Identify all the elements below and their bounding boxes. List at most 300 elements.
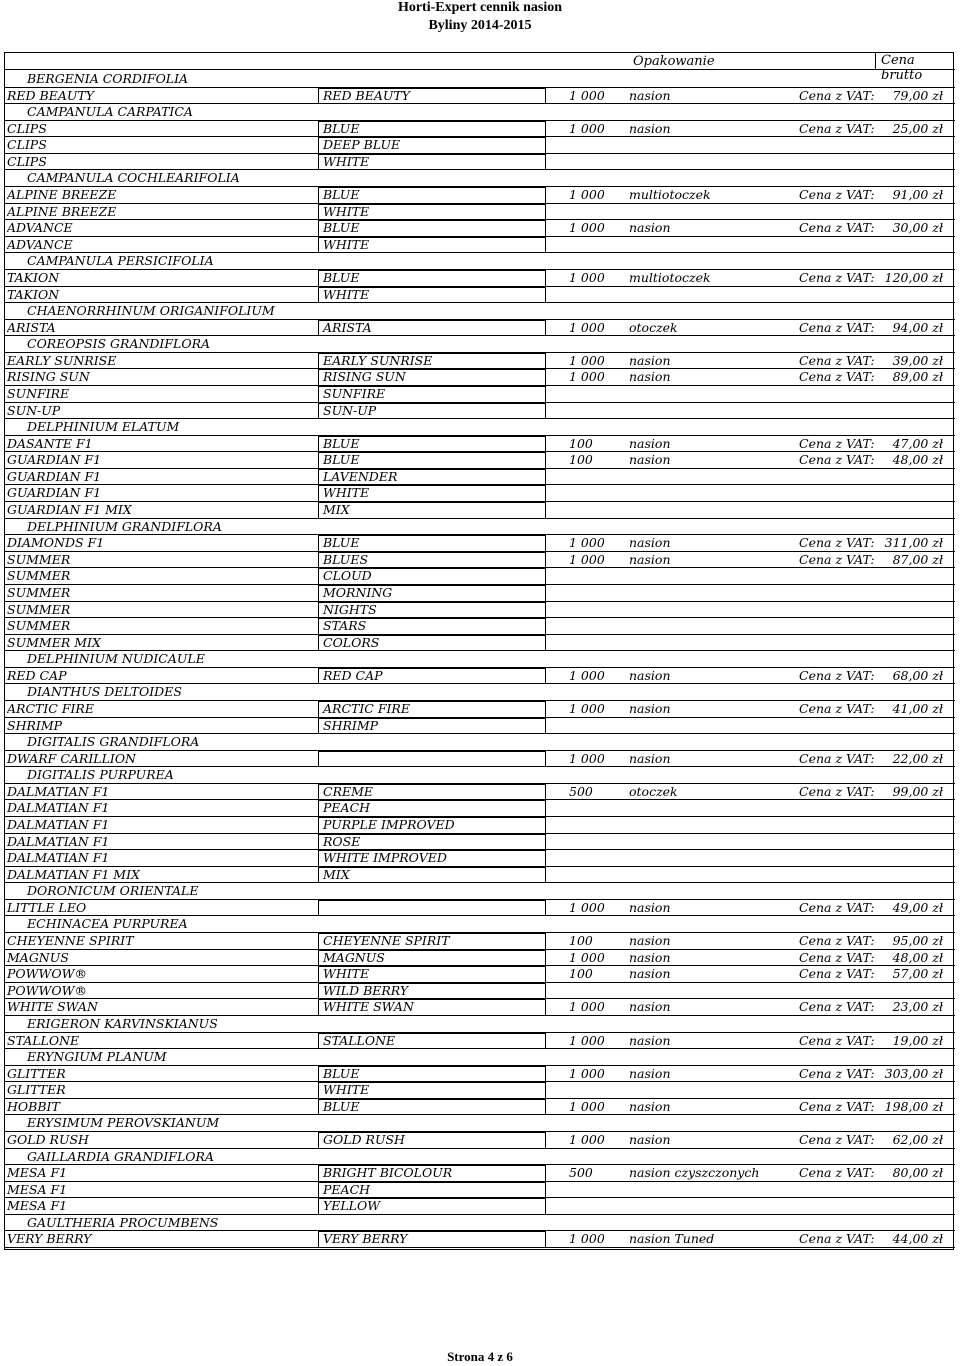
package-quantity: 1 000: [569, 187, 605, 203]
variety-name: RISING SUN: [323, 369, 406, 385]
section-row: [5, 1049, 955, 1066]
variety-name: WHITE: [323, 286, 370, 302]
table-row: [5, 369, 955, 386]
price-value: 19,00 zł: [892, 1032, 943, 1048]
package-quantity: 1 000: [569, 999, 605, 1015]
cultivar-name: ARCTIC FIRE: [7, 700, 94, 716]
price-value: 303,00 zł: [884, 1065, 943, 1081]
cultivar-name: SUMMER: [7, 618, 71, 634]
cultivar-name: DALMATIAN F1: [7, 783, 110, 799]
package-quantity: 100: [569, 966, 593, 982]
variety-name: COLORS: [323, 634, 380, 650]
package-quantity: 1 000: [569, 750, 605, 766]
package-unit: nasion: [629, 551, 671, 567]
table-row: [5, 220, 955, 237]
price-value: 48,00 zł: [892, 949, 943, 965]
species-name: DELPHINIUM NUDICAULE: [27, 651, 205, 667]
species-name: DELPHINIUM ELATUM: [27, 419, 180, 435]
cultivar-name: DIAMONDS F1: [7, 535, 105, 551]
table-header-bar: [5, 53, 955, 70]
package-quantity: 1 000: [569, 1065, 605, 1081]
section-row: [5, 684, 955, 701]
package-quantity: 1 000: [569, 667, 605, 683]
price-value: 68,00 zł: [892, 667, 943, 683]
price-value: 80,00 zł: [892, 1165, 943, 1181]
variety-name: LAVENDER: [323, 468, 398, 484]
variety-name: BLUES: [323, 551, 369, 567]
price-value: 41,00 zł: [892, 700, 943, 716]
section-row: [5, 336, 955, 353]
package-unit: nasion: [629, 899, 671, 915]
variety-cell-border: [318, 900, 546, 916]
package-quantity: 1 000: [569, 1231, 605, 1247]
vat-label: Cena z VAT:: [799, 966, 875, 982]
price-value: 57,00 zł: [892, 966, 943, 982]
package-unit: nasion: [629, 1098, 671, 1114]
section-row: [5, 419, 955, 436]
package-quantity: 1 000: [569, 1032, 605, 1048]
cultivar-name: MESA F1: [7, 1198, 68, 1214]
cultivar-name: GOLD RUSH: [7, 1132, 89, 1147]
package-quantity: 1 000: [569, 535, 605, 551]
cultivar-name: HOBBIT: [7, 1098, 60, 1114]
table-row: [5, 552, 955, 569]
variety-name: BLUE: [323, 435, 360, 451]
package-unit: nasion: [629, 87, 671, 103]
table-row: [5, 436, 955, 453]
species-name: DIGITALIS PURPUREA: [27, 767, 174, 783]
package-quantity: 500: [569, 1165, 593, 1181]
package-unit: nasion: [629, 933, 671, 949]
table-row: [5, 585, 955, 602]
price-value: 62,00 zł: [892, 1132, 943, 1147]
table-row: [5, 121, 955, 138]
package-quantity: 1 000: [569, 551, 605, 567]
cultivar-name: POWWOW®: [7, 982, 87, 998]
variety-name: ARCTIC FIRE: [323, 700, 410, 716]
vat-label: Cena z VAT:: [799, 783, 875, 799]
price-value: 39,00 zł: [892, 352, 943, 368]
price-value: 91,00 zł: [892, 187, 943, 203]
variety-name: ROSE: [323, 833, 361, 849]
cultivar-name: VERY BERRY: [7, 1231, 92, 1247]
price-value: 48,00 zł: [892, 452, 943, 468]
table-row: [5, 270, 955, 287]
row-divider: [5, 1247, 955, 1248]
package-quantity: 100: [569, 452, 593, 468]
cultivar-name: ALPINE BREEZE: [7, 187, 117, 203]
table-row: [5, 950, 955, 967]
table-row: [5, 353, 955, 370]
cultivar-name: DALMATIAN F1 MIX: [7, 866, 140, 882]
table-row: [5, 1099, 955, 1116]
price-value: 49,00 zł: [892, 899, 943, 915]
table-row: [5, 502, 955, 519]
variety-name: STARS: [323, 618, 367, 634]
cultivar-name: ALPINE BREEZE: [7, 203, 117, 219]
vat-label: Cena z VAT:: [799, 319, 875, 335]
price-value: 44,00 zł: [892, 1231, 943, 1247]
variety-name: PURPLE IMPROVED: [323, 817, 455, 833]
section-row: [5, 1016, 955, 1033]
variety-name: MAGNUS: [323, 949, 385, 965]
table-row: [5, 983, 955, 1000]
table-row: [5, 386, 955, 403]
package-quantity: 1 000: [569, 319, 605, 335]
package-unit: multiotoczek: [629, 269, 711, 285]
table-row: [5, 602, 955, 619]
cultivar-name: MESA F1: [7, 1181, 68, 1197]
price-value: 198,00 zł: [884, 1098, 943, 1114]
species-name: CAMPANULA PERSICIFOLIA: [27, 253, 214, 269]
price-value: 30,00 zł: [892, 220, 943, 236]
variety-name: SUN-UP: [323, 402, 377, 418]
table-row: [5, 1082, 955, 1099]
table-row: [5, 933, 955, 950]
package-quantity: 1 000: [569, 369, 605, 385]
table-row: [5, 817, 955, 834]
species-name: DORONICUM ORIENTALE: [27, 883, 199, 899]
cultivar-name: SUMMER MIX: [7, 634, 101, 650]
table-body: [5, 71, 955, 1248]
price-value: 99,00 zł: [892, 783, 943, 799]
variety-name: BRIGHT BICOLOUR: [323, 1165, 453, 1181]
species-name: COREOPSIS GRANDIFLORA: [27, 336, 211, 352]
variety-cell-border: [318, 867, 546, 883]
table-row: [5, 568, 955, 585]
package-quantity: 1 000: [569, 1132, 605, 1147]
cultivar-name: DALMATIAN F1: [7, 817, 110, 833]
package-quantity: 1 000: [569, 1098, 605, 1114]
variety-name: WHITE: [323, 485, 370, 501]
package-unit: multiotoczek: [629, 187, 711, 203]
package-unit: nasion: [629, 452, 671, 468]
table-row: [5, 1231, 955, 1248]
package-unit: nasion Tuned: [629, 1231, 715, 1247]
cultivar-name: CHEYENNE SPIRIT: [7, 933, 134, 949]
package-unit: nasion: [629, 949, 671, 965]
variety-name: MIX: [323, 502, 350, 518]
table-row: [5, 204, 955, 221]
price-value: 95,00 zł: [892, 933, 943, 949]
vat-label: Cena z VAT:: [799, 551, 875, 567]
variety-name: BLUE: [323, 452, 360, 468]
cultivar-name: RED CAP: [7, 667, 67, 683]
price-value: 22,00 zł: [892, 750, 943, 766]
species-name: ERYNGIUM PLANUM: [27, 1049, 167, 1065]
page-number: Strona 4 z 6: [447, 1349, 513, 1364]
vat-label: Cena z VAT:: [799, 999, 875, 1015]
table-row: [5, 137, 955, 154]
table-row: [5, 834, 955, 851]
cultivar-name: DASANTE F1: [7, 435, 93, 451]
package-unit: otoczek: [629, 319, 678, 335]
section-row: [5, 1215, 955, 1232]
cultivar-name: CLIPS: [7, 153, 47, 169]
variety-name: YELLOW: [323, 1198, 381, 1214]
cultivar-name: ADVANCE: [7, 220, 73, 236]
table-row: [5, 850, 955, 867]
vat-label: Cena z VAT:: [799, 1032, 875, 1048]
variety-name: CLOUD: [323, 568, 372, 584]
price-value: 89,00 zł: [892, 369, 943, 385]
package-quantity: 1 000: [569, 120, 605, 136]
vat-label: Cena z VAT:: [799, 435, 875, 451]
section-row: [5, 734, 955, 751]
cultivar-name: LITTLE LEO: [7, 899, 87, 915]
vat-label: Cena z VAT:: [799, 1132, 875, 1147]
table-row: [5, 999, 955, 1016]
cultivar-name: DALMATIAN F1: [7, 833, 110, 849]
vat-label: Cena z VAT:: [799, 352, 875, 368]
table-row: [5, 1033, 955, 1050]
section-row: [5, 303, 955, 320]
variety-name: WHITE IMPROVED: [323, 850, 447, 866]
species-name: ECHINACEA PURPUREA: [27, 916, 188, 932]
cultivar-name: CLIPS: [7, 120, 47, 136]
price-value: 79,00 zł: [892, 87, 943, 103]
table-row: [5, 751, 955, 768]
vat-label: Cena z VAT:: [799, 700, 875, 716]
species-name: GAILLARDIA GRANDIFLORA: [27, 1148, 214, 1164]
table-row: [5, 154, 955, 171]
package-quantity: 100: [569, 933, 593, 949]
package-unit: nasion: [629, 1132, 671, 1147]
section-row: [5, 916, 955, 933]
price-table: [4, 52, 954, 1250]
species-name: DIANTHUS DELTOIDES: [27, 684, 182, 700]
cultivar-name: SHRIMP: [7, 717, 63, 733]
variety-name: WHITE SWAN: [323, 999, 414, 1015]
variety-name: EARLY SUNRISE: [323, 352, 433, 368]
section-row: [5, 519, 955, 536]
variety-name: GOLD RUSH: [323, 1132, 405, 1147]
cultivar-name: GUARDIAN F1: [7, 452, 102, 468]
cultivar-name: EARLY SUNRISE: [7, 352, 117, 368]
section-row: [5, 767, 955, 784]
cultivar-name: GLITTER: [7, 1065, 66, 1081]
cultivar-name: SUMMER: [7, 568, 71, 584]
section-row: [5, 253, 955, 270]
vat-label: Cena z VAT:: [799, 452, 875, 468]
table-row: [5, 1132, 955, 1149]
vat-label: Cena z VAT:: [799, 87, 875, 103]
vat-label: Cena z VAT:: [799, 120, 875, 136]
package-unit: nasion: [629, 1032, 671, 1048]
price-value: 94,00 zł: [892, 319, 943, 335]
variety-name: NIGHTS: [323, 601, 377, 617]
variety-name: WILD BERRY: [323, 982, 409, 998]
table-row: [5, 618, 955, 635]
variety-name: BLUE: [323, 187, 360, 203]
cultivar-name: GUARDIAN F1: [7, 485, 102, 501]
species-name: ERYSIMUM PEROVSKIANUM: [27, 1115, 220, 1131]
section-row: [5, 170, 955, 187]
cultivar-name: DALMATIAN F1: [7, 850, 110, 866]
package-unit: nasion: [629, 999, 671, 1015]
cultivar-name: POWWOW®: [7, 966, 87, 982]
variety-name: BLUE: [323, 1098, 360, 1114]
species-name: DIGITALIS GRANDIFLORA: [27, 734, 200, 750]
cultivar-name: WHITE SWAN: [7, 999, 98, 1015]
cultivar-name: TAKION: [7, 286, 60, 302]
package-quantity: 500: [569, 783, 593, 799]
table-row: [5, 900, 955, 917]
section-row: [5, 1115, 955, 1132]
table-row: [5, 237, 955, 254]
variety-name: PEACH: [323, 1181, 371, 1197]
variety-name: WHITE: [323, 236, 370, 252]
cultivar-name: SUMMER: [7, 601, 71, 617]
cultivar-name: GUARDIAN F1: [7, 468, 102, 484]
vat-label: Cena z VAT:: [799, 899, 875, 915]
species-name: GAULTHERIA PROCUMBENS: [27, 1214, 219, 1230]
table-row: [5, 535, 955, 552]
vat-label: Cena z VAT:: [799, 220, 875, 236]
document-subtitle: Byliny 2014-2015: [428, 18, 532, 33]
cultivar-name: RED BEAUTY: [7, 87, 94, 103]
price-value: 23,00 zł: [892, 999, 943, 1015]
variety-name: BLUE: [323, 269, 360, 285]
table-row: [5, 485, 955, 502]
cultivar-name: ADVANCE: [7, 236, 73, 252]
table-row: [5, 403, 955, 420]
price-value: 87,00 zł: [892, 551, 943, 567]
variety-name: WHITE: [323, 1082, 370, 1098]
vat-label: Cena z VAT:: [799, 187, 875, 203]
species-name: CAMPANULA COCHLEARIFOLIA: [27, 170, 240, 186]
cultivar-name: MESA F1: [7, 1165, 68, 1181]
cultivar-name: SUMMER: [7, 584, 71, 600]
package-unit: nasion: [629, 535, 671, 551]
cultivar-name: GUARDIAN F1 MIX: [7, 502, 132, 518]
vat-label: Cena z VAT:: [799, 369, 875, 385]
vat-label: Cena z VAT:: [799, 667, 875, 683]
package-unit: nasion: [629, 369, 671, 385]
vat-label: Cena z VAT:: [799, 535, 875, 551]
vat-label: Cena z VAT:: [799, 1065, 875, 1081]
package-unit: nasion: [629, 966, 671, 982]
cultivar-name: MAGNUS: [7, 949, 69, 965]
table-row: [5, 867, 955, 884]
package-unit: nasion: [629, 120, 671, 136]
variety-name: BLUE: [323, 220, 360, 236]
table-row: [5, 1198, 955, 1215]
package-unit: nasion: [629, 352, 671, 368]
package-quantity: 1 000: [569, 269, 605, 285]
variety-name: SUNFIRE: [323, 385, 386, 401]
vat-label: Cena z VAT:: [799, 1165, 875, 1181]
species-name: DELPHINIUM GRANDIFLORA: [27, 518, 222, 534]
package-unit: nasion czyszczonych: [629, 1165, 760, 1181]
variety-name: CHEYENNE SPIRIT: [323, 933, 450, 949]
package-unit: nasion: [629, 220, 671, 236]
table-row: [5, 1066, 955, 1083]
variety-name: RED BEAUTY: [323, 87, 410, 103]
variety-name: BLUE: [323, 1065, 360, 1081]
table-row: [5, 800, 955, 817]
package-quantity: 1 000: [569, 220, 605, 236]
cultivar-name: SUN-UP: [7, 402, 61, 418]
section-row: [5, 1149, 955, 1166]
vat-label: Cena z VAT:: [799, 933, 875, 949]
variety-name: BLUE: [323, 535, 360, 551]
package-quantity: 1 000: [569, 87, 605, 103]
variety-name: BLUE: [323, 120, 360, 136]
variety-name: DEEP BLUE: [323, 137, 401, 153]
cultivar-name: STALLONE: [7, 1032, 80, 1048]
package-unit: otoczek: [629, 783, 678, 799]
vat-label: Cena z VAT:: [799, 1098, 875, 1114]
package-quantity: 1 000: [569, 700, 605, 716]
column-header-packaging: Opakowanie: [633, 54, 715, 69]
vat-label: Cena z VAT:: [799, 750, 875, 766]
package-unit: nasion: [629, 1065, 671, 1081]
variety-cell-border: [318, 502, 546, 518]
table-row: [5, 718, 955, 735]
variety-name: MORNING: [323, 584, 393, 600]
price-value: 311,00 zł: [884, 535, 943, 551]
cultivar-name: SUNFIRE: [7, 385, 70, 401]
package-quantity: 1 000: [569, 899, 605, 915]
variety-name: ARISTA: [323, 319, 372, 335]
variety-name: WHITE: [323, 203, 370, 219]
package-unit: nasion: [629, 750, 671, 766]
variety-cell-border: [318, 751, 546, 767]
cultivar-name: DWARF CARILLION: [7, 750, 136, 766]
price-value: 120,00 zł: [884, 269, 943, 285]
table-row: [5, 635, 955, 652]
species-name: CAMPANULA CARPATICA: [27, 104, 193, 120]
package-unit: nasion: [629, 667, 671, 683]
column-header-price: Cena brutto: [875, 53, 955, 70]
cultivar-name: RISING SUN: [7, 369, 90, 385]
cultivar-name: GLITTER: [7, 1082, 66, 1098]
table-row: [5, 784, 955, 801]
variety-name: RED CAP: [323, 667, 383, 683]
species-name: ERIGERON KARVINSKIANUS: [27, 1015, 218, 1031]
price-value: 25,00 zł: [892, 120, 943, 136]
package-unit: nasion: [629, 700, 671, 716]
vat-label: Cena z VAT:: [799, 1231, 875, 1247]
cultivar-name: CLIPS: [7, 137, 47, 153]
table-row: [5, 701, 955, 718]
vat-label: Cena z VAT:: [799, 949, 875, 965]
variety-name: CREME: [323, 783, 374, 799]
package-unit: nasion: [629, 435, 671, 451]
package-quantity: 1 000: [569, 352, 605, 368]
document-title: Horti-Expert cennik nasion: [397, 0, 563, 15]
table-row: [5, 287, 955, 304]
package-quantity: 1 000: [569, 949, 605, 965]
variety-name: PEACH: [323, 800, 371, 816]
section-row: [5, 651, 955, 668]
variety-name: MIX: [323, 866, 350, 882]
species-name: CHAENORRHINUM ORIGANIFOLIUM: [27, 303, 275, 319]
table-row: [5, 1182, 955, 1199]
species-name: BERGENIA CORDIFOLIA: [27, 71, 189, 86]
table-row: [5, 452, 955, 469]
variety-name: SHRIMP: [323, 717, 379, 733]
variety-name: VERY BERRY: [323, 1231, 408, 1247]
variety-name: WHITE: [323, 153, 370, 169]
table-row: [5, 88, 955, 105]
cultivar-name: ARISTA: [7, 319, 56, 335]
section-row: [5, 883, 955, 900]
table-row: [5, 1165, 955, 1182]
section-row: [5, 71, 955, 88]
table-row: [5, 469, 955, 486]
